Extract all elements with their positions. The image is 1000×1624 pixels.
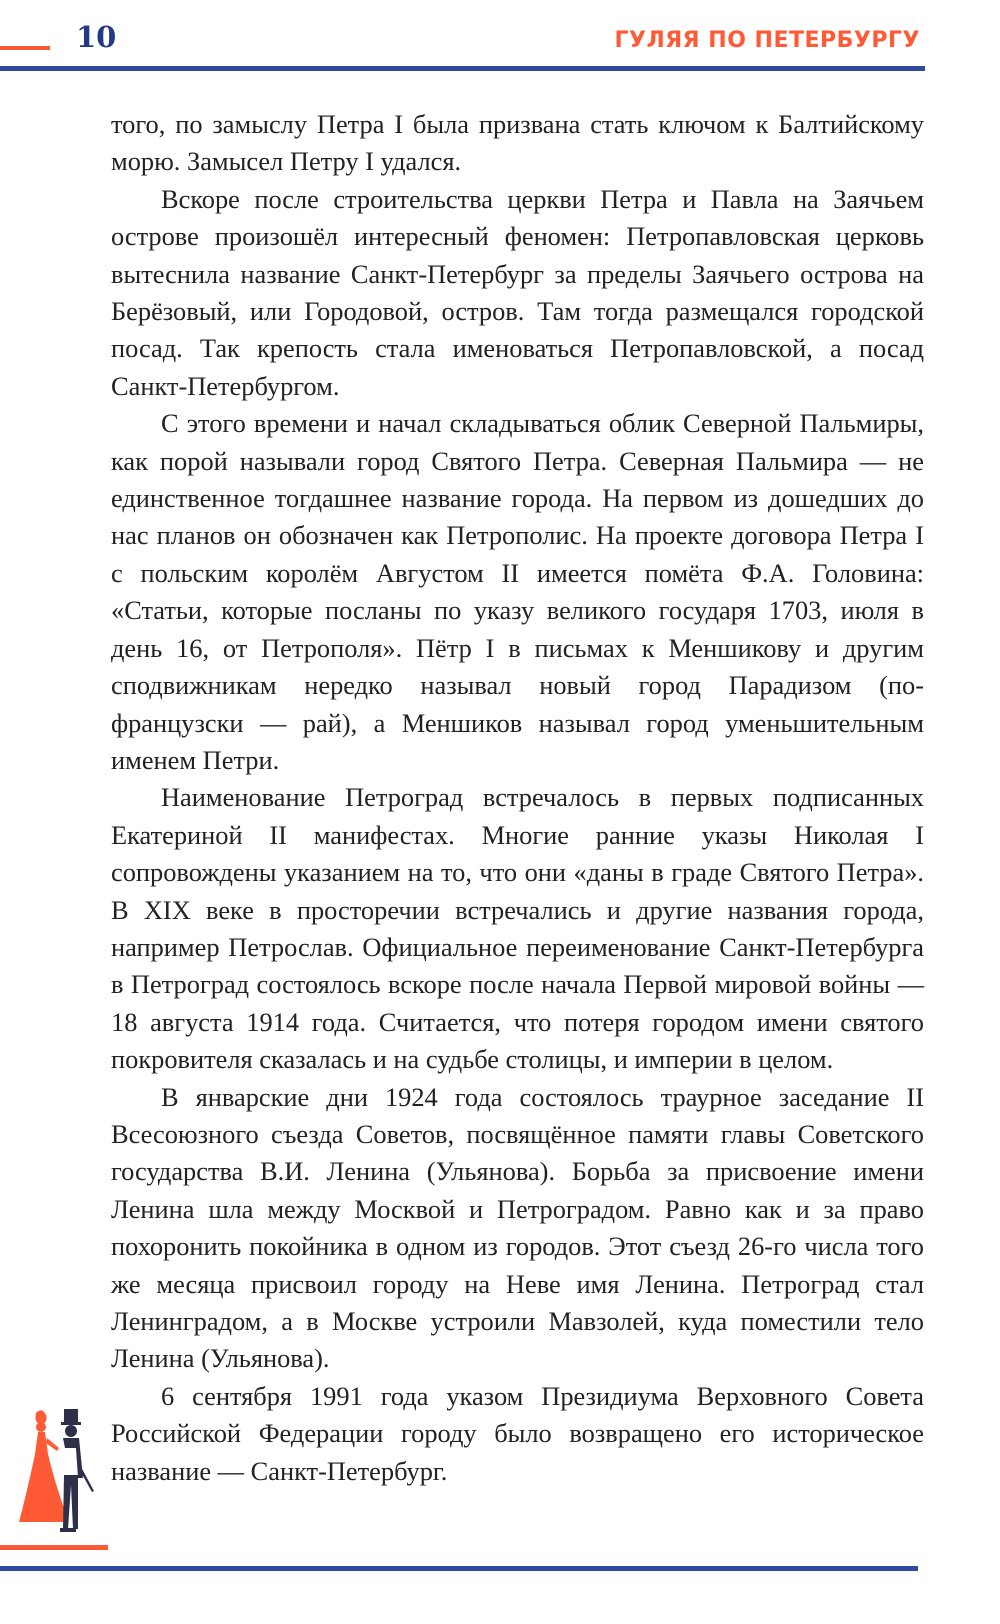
paragraph-6: 6 сентября 1991 года указом Президиума Верховного Совета Российской Федерации городу было возвращено его историческое название — Санкт-Петербург.	[111, 1380, 924, 1486]
footer-rule	[0, 1566, 918, 1571]
lady-silhouette-icon	[19, 1410, 66, 1522]
page-header	[0, 0, 1000, 90]
running-title: ГУЛЯЯ ПО ПЕТЕРБУРГУ	[614, 28, 920, 53]
footer-orange-accent-bar	[0, 1545, 108, 1550]
couple-silhouette-illustration	[14, 1405, 106, 1537]
gentleman-silhouette-icon	[60, 1409, 94, 1532]
body-text	[111, 106, 924, 1490]
paragraph-1: того, по замыслу Петра I была призвана стать ключом к Балтийскому морю. Замысел Петру I удался.	[111, 109, 924, 177]
paragraph-4: Наименование Петроград встречалось в первых подписанных Екатериной II манифестах. Многие ранние указы Николая I сопровождены указанием на то, что они «даны в граде Святого Петра». В XIX веке в просторечии встречались и другие названия города, например Петрослав. Официальное переименование Санкт-Петербурга в Петроград состоялось вскоре после начала Первой мировой войны — 18 августа 1914 года. Считается, что потеря городом имени святого покровителя сказалась и на судьбе столицы, и империи в целом.	[111, 782, 924, 1075]
header-rule	[0, 66, 925, 71]
paragraph-5: В январские дни 1924 года состоялось траурное заседание II Всесоюзного съезда Советов, посвящённое памяти главы Советского государства В.И. Ленина (Ульянова). Борьба за присвоение имени Ленина шла между Москвой и Петроградом. Равно как и за право похоронить покойника в одном из городов. Этот съезд 26-го числа того же месяца присвоил городу на Неве имя Ленина. Петроград стал Ленинградом, а в Москве устроили Мавзолей, куда поместили тело Ленина (Ульянова).	[111, 1081, 924, 1374]
header-orange-accent-bar	[0, 46, 50, 50]
paragraph-3: С этого времени и начал складываться облик Северной Пальмиры, как порой называли город Святого Петра. Северная Пальмира — не единственное тогдашнее название города. На первом из дошедших до нас планов он обозначен как Петрополис. На проекте договора Петра I с польским королём Августом II имеется помёта Ф.А. Головина: «Статьи, которые посланы по указу великого государя 1703, июля в день 16, от Петрополя». Пётр I в письмах к Меншикову и другим сподвижникам нередко называл новый город Парадизом (по-французски — рай), а Меншиков называл город уменьшительным именем Петри.	[111, 408, 924, 775]
paragraph-2: Вскоре после строительства церкви Петра и Павла на Заячьем острове произошёл интересный феномен: Петропавловская церковь вытеснила название Санкт-Петербург за пределы Заячьего острова на Берёзовый, или Городовой, остров. Там тогда размещался городской посад. Так крепость стала именоваться Петропавловской, а посад Санкт-Петербургом.	[111, 183, 924, 401]
page-number: 10	[76, 20, 117, 54]
